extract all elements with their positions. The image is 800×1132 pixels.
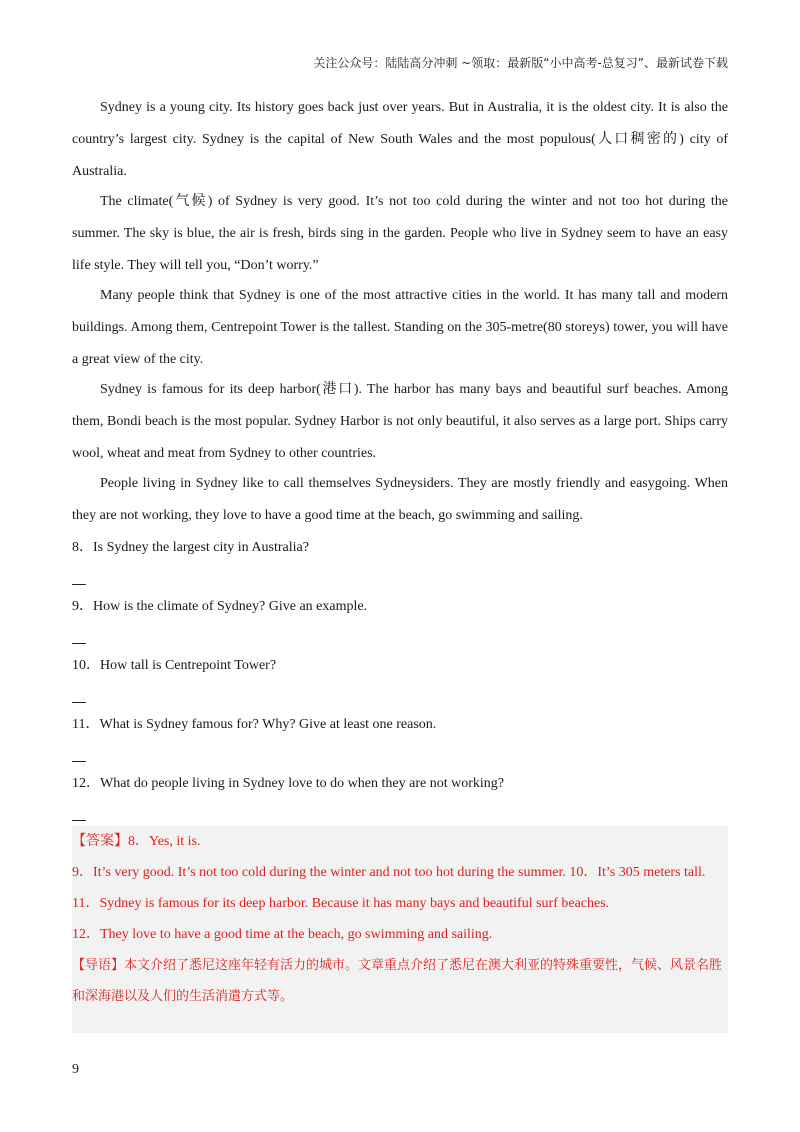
answer-line-8: 【答案】8．Yes, it is.: [72, 834, 201, 849]
question-8: 8．Is Sydney the largest city in Australia?: [72, 540, 309, 555]
question-12: 12．What do people living in Sydney love to do when they are not working?: [72, 776, 504, 791]
paragraph-3: Many people think that Sydney is one of the most attractive cities in the world. It has many tall and modern buildings. Among them, Centrepoint Tower is the tallest. Standing on the 305-metre(80 storeys) tower, you will have a great view of the city.: [72, 288, 728, 367]
answer-line-11: 11．Sydney is famous for its deep harbor. Because it has many bays and beautiful surf beaches.: [72, 896, 610, 911]
answer-section: [72, 826, 728, 1012]
answer-line-9-10: 9．It’s very good. It’s not too cold during the winter and not too hot during the summer. 10．It’s 305 meters tall.: [72, 865, 706, 880]
paragraph-5: People living in Sydney like to call themselves Sydneysiders. They are mostly friendly and easygoing. When they are not working, they love to have a good time at the beach, go swimming and sailing.: [72, 476, 728, 523]
page-header: 关注公众号：陆陆高分冲刺 ~领取：最新版“小中高考-总复习”、最新试卷下载: [313, 56, 728, 70]
paragraph-2: The climate(气候) of Sydney is very good. It’s not too cold during the winter and not too hot during the summer. The sky is blue, the air is fresh, birds sing in the garden. People who live in Sydney seem to have an easy life style. They will tell you, “Don’t worry.”: [72, 194, 728, 273]
answer-blank-8: [72, 558, 728, 597]
page-number: 9: [72, 1062, 79, 1077]
question-10: 10．How tall is Centrepoint Tower?: [72, 658, 277, 673]
question-9: 9．How is the climate of Sydney? Give an example.: [72, 599, 368, 614]
question-list: [72, 538, 728, 833]
paragraph-4: Sydney is famous for its deep harbor(港口). The harbor has many bays and beautiful surf beaches. Among them, Bondi beach is the most popular. Sydney Harbor is not only beautiful, it also serves as a large port. Ships carry wool, wheat and meat from Sydney to other countries.: [72, 382, 728, 461]
answer-blank-10: [72, 676, 728, 715]
answer-line-12: 12．They love to have a good time at the beach, go swimming and sailing.: [72, 927, 493, 942]
reading-passage: [72, 92, 728, 833]
question-11: 11．What is Sydney famous for? Why? Give at least one reason.: [72, 717, 437, 732]
paragraph-1: Sydney is a young city. Its history goes back just over years. But in Australia, it is the oldest city. It is also the country’s largest city. Sydney is the capital of New South Wales and the most populous(人口稠密的) city of Australia.: [72, 100, 728, 179]
guide-text: 【导语】本文介绍了悉尼这座年轻有活力的城市。文章重点介绍了悉尼在澳大利亚的特殊重要性，气候、风景名胜和深海港以及人们的生活消遣方式等。: [72, 958, 723, 1004]
answer-blank-11: [72, 735, 728, 774]
answer-blank-9: [72, 617, 728, 656]
